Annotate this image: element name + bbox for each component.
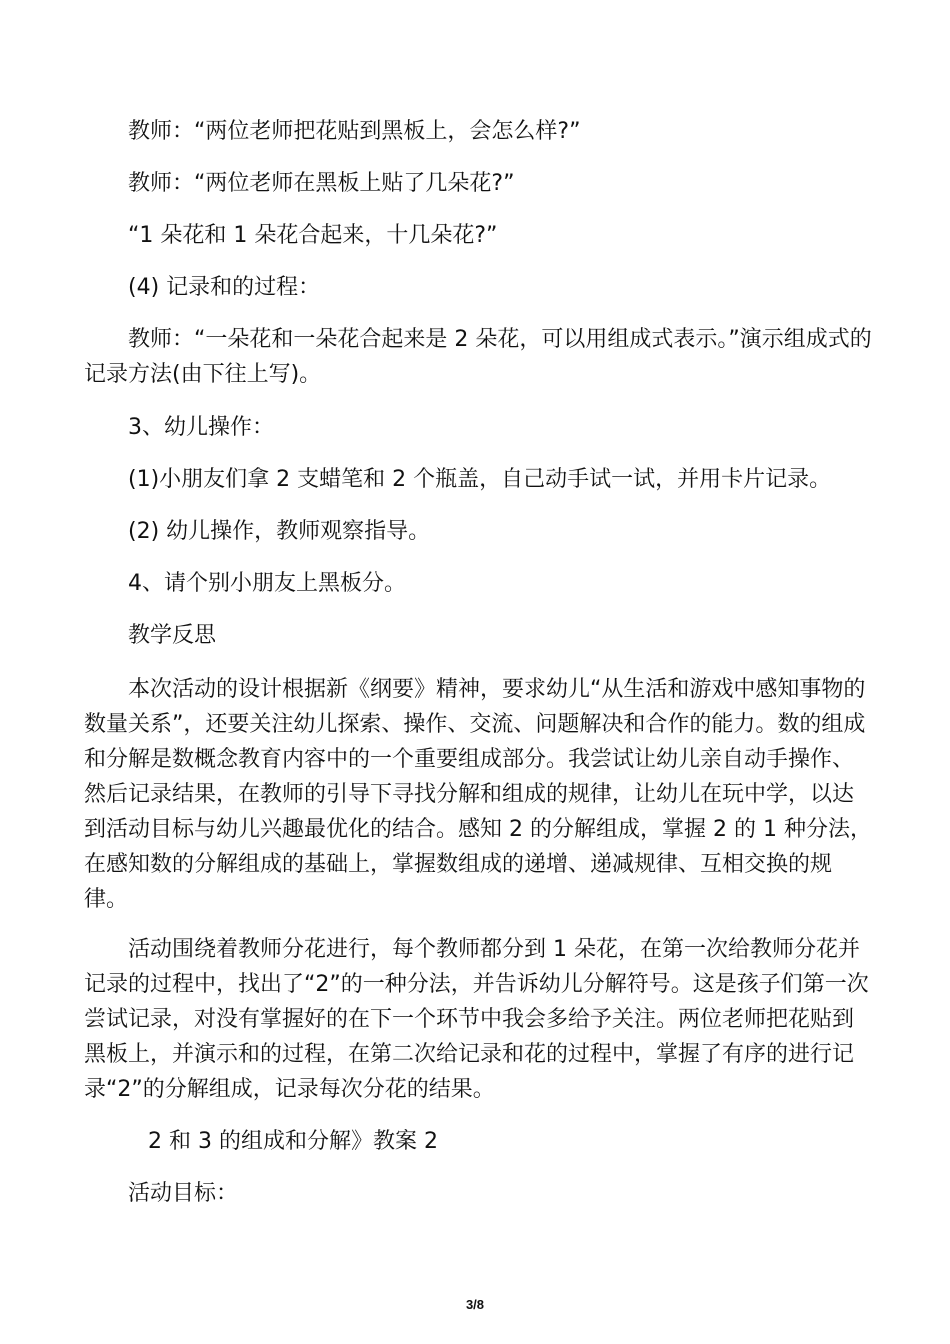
record-paragraph: 教师：“一朵花和一朵花合起来是 2 朵花，可以用组成式表示。”演示组成式的记录方法(由下往上写)。	[84, 327, 872, 387]
operation-step-1: (1)小朋友们拿 2 支蜡笔和 2 个瓶盖，自己动手试一试，并用卡片记录。	[128, 467, 832, 492]
dialogue-line-3: “1 朵花和 1 朵花合起来，十几朵花?”	[128, 223, 498, 248]
dialogue-line-1: 教师：“两位老师把花贴到黑板上，会怎么样?”	[128, 119, 581, 144]
operation-step-2: (2) 幼儿操作，教师观察指导。	[128, 519, 431, 544]
section-4-heading: 4、请个别小朋友上黑板分。	[128, 571, 406, 596]
reflection-heading: 教学反思	[128, 623, 217, 648]
reflection-paragraph-1: 本次活动的设计根据新《纲要》精神，要求幼儿“从生活和游戏中感知事物的数量关系”，还要关注幼儿探索、操作、交流、问题解决和合作的能力。数的组成和分解是数概念教育内容中的一个重要组成部分。我尝试让幼儿亲自动手操作、然后记录结果，在教师的引导下寻找分解和组成的规律，让幼儿在玩中学，以达到活动目标与幼儿兴趣最优化的结合。感知 2 的分解组成，掌握 2 的 1 种分法，在感知数的分解组成的基础上，掌握数组成的递增、递减规律、互相交换的规律。	[84, 677, 872, 912]
dialogue-line-2: 教师：“两位老师在黑板上贴了几朵花?”	[128, 171, 515, 196]
page-number: 3/8	[465, 1297, 485, 1312]
activity-goal-heading: 活动目标：	[128, 1181, 239, 1206]
section-3-heading: 3、幼儿操作：	[128, 415, 274, 440]
reflection-paragraph-2: 活动围绕着教师分花进行，每个教师都分到 1 朵花，在第一次给教师分花并记录的过程中，找出了“2”的一种分法，并告诉幼儿分解符号。这是孩子们第一次尝试记录，对没有掌握好的在下一个环节中我会多给予关注。两位老师把花贴到黑板上，并演示和的过程，在第二次给记录和花的过程中，掌握了有序的进行记录“2”的分解组成，记录每次分花的结果。	[84, 937, 869, 1102]
next-lesson-title: 2 和 3 的组成和分解》教案 2	[148, 1129, 438, 1154]
step-4-heading: (4) 记录和的过程：	[128, 275, 321, 300]
